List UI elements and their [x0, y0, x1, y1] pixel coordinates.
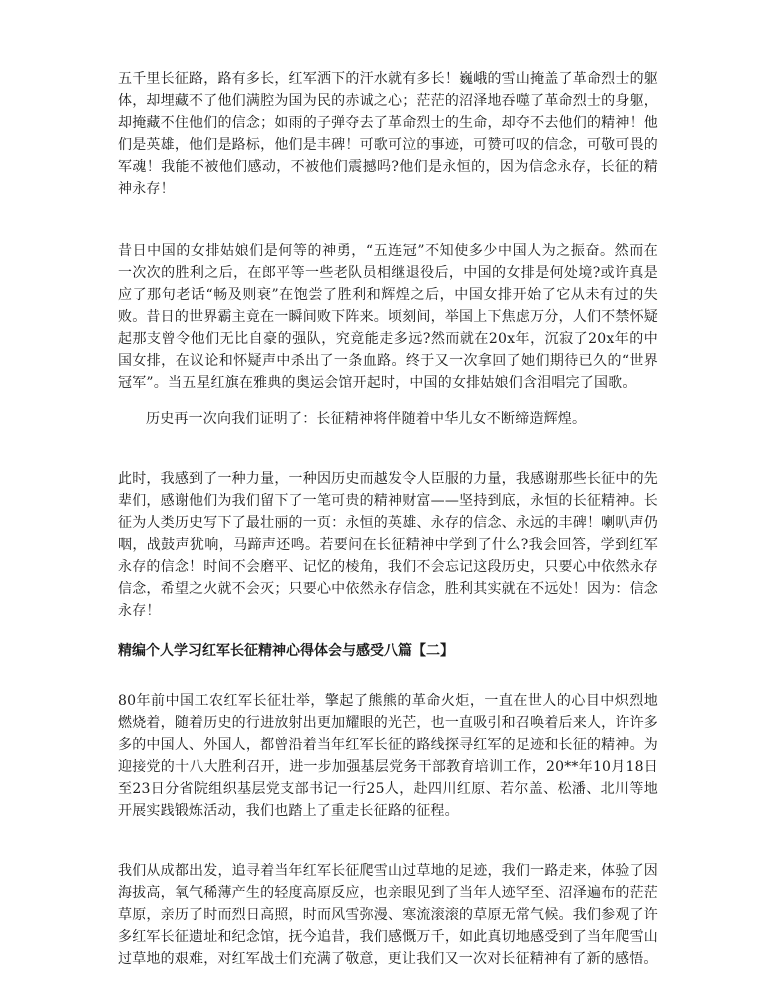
paragraph-history-proves: 历史再一次向我们证明了：长征精神将伴随着中华儿女不断缔造辉煌。: [146, 411, 587, 427]
paragraph-long-march: 五千里长征路，路有多长，红军洒下的汗水就有多长！巍峨的雪山掩盖了革命烈士的躯体，却埋藏不了他们满腔为国为民的赤诚之心；茫茫的沼泽地吞噬了革命烈士的身躯，却掩藏不住他们的信念；如雨的子弹夺去了革命烈士的生命，却夺不去他们的精神！他们是英雄，他们是路标，他们是丰碑！可歌可泣的事迹，可赞可叹的信念，可敬可畏的军魂！我能不被他们感动，不被他们震撼吗?他们是永恒的，因为信念永存，长征的精神永存！: [118, 71, 658, 197]
paragraph-from-chengdu: 我们从成都出发，追寻着当年红军长征爬雪山过草地的足迹，我们一路走来，体验了因海拔高，氧气稀薄产生的轻度高原反应，也亲眼见到了当年人迹罕至、沼泽遍布的茫茫草原，亲历了时而烈日高照，时而风雪弥漫、寒流滚滚的草原无常气候。我们参观了许多红军长征遗址和纪念馆，抚今追昔，我们感慨万千，如此真切地感受到了当年爬雪山过草地的艰难，对红军战士们充满了敬意，更让我们又一次对长征精神有了新的感悟。: [118, 863, 658, 967]
paragraph-80-years: 80年前中国工农红军长征壮举，擎起了熊熊的革命火炬，一直在世人的心目中炽烈地燃烧着，随着历史的行进放射出更加耀眼的光芒，也一直吸引和召唤着后来人，许许多多的中国人、外国人，都曾沿着当年红军长征的路线探寻红军的足迹和长征的精神。为迎接党的十八大胜利召开，进一步加强基层党务干部教育培训工作，20**年10月18日至23日分省院组织基层党支部书记一行25人，赴四川红原、若尔盖、松潘、北川等地开展实践锻炼活动，我们也踏上了重走长征路的征程。: [118, 693, 658, 819]
section-heading: 精编个人学习红军长征精神心得体会与感受八篇【二】: [118, 643, 454, 659]
paragraph-womens-volleyball: 昔日中国的女排姑娘们是何等的神勇，“五连冠”不知使多少中国人为之振奋。然而在一次次的胜利之后，在郎平等一些老队员相继退役后，中国的女排是何处境?或许真是应了那句老话“畅及则衰”在饱尝了胜利和辉煌之后，中国女排开始了它从未有过的失败。昔日的世界霸主竟在一瞬间败下阵来。顷刻间，举国上下焦虑万分，人们不禁怀疑起那支曾令他们无比自豪的强队，究竟能走多远?然而就在20x年，沉寂了20x年的中国女排，在议论和怀疑声中杀出了一条血路。终于又一次拿回了她们期待已久的“世界冠军”。当五星红旗在雅典的奥运会馆开起时，中国的女排姑娘们含泪唱完了国歌。: [118, 243, 658, 391]
document-page: [118, 68, 658, 970]
paragraph-power-of-history: 此时，我感到了一种力量，一种因历史而越发令人臣服的力量，我感谢那些长征中的先辈们，感谢他们为我们留下了一笔可贵的精神财富——坚持到底，永恒的长征精神。长征为人类历史写下了最壮丽的一页：永恒的英雄、永存的信念、永远的丰碑！喇叭声仍咽，战鼓声犹响，马蹄声还鸣。若要问在长征精神中学到了什么?我会回答，学到红军永存的信念！时间不会磨平、记忆的棱角，我们不会忘记这段历史，只要心中依然永存信念，希望之火就不会灭；只要心中依然永存信念，胜利其实就在不远处！因为：信念永存！: [118, 471, 658, 619]
